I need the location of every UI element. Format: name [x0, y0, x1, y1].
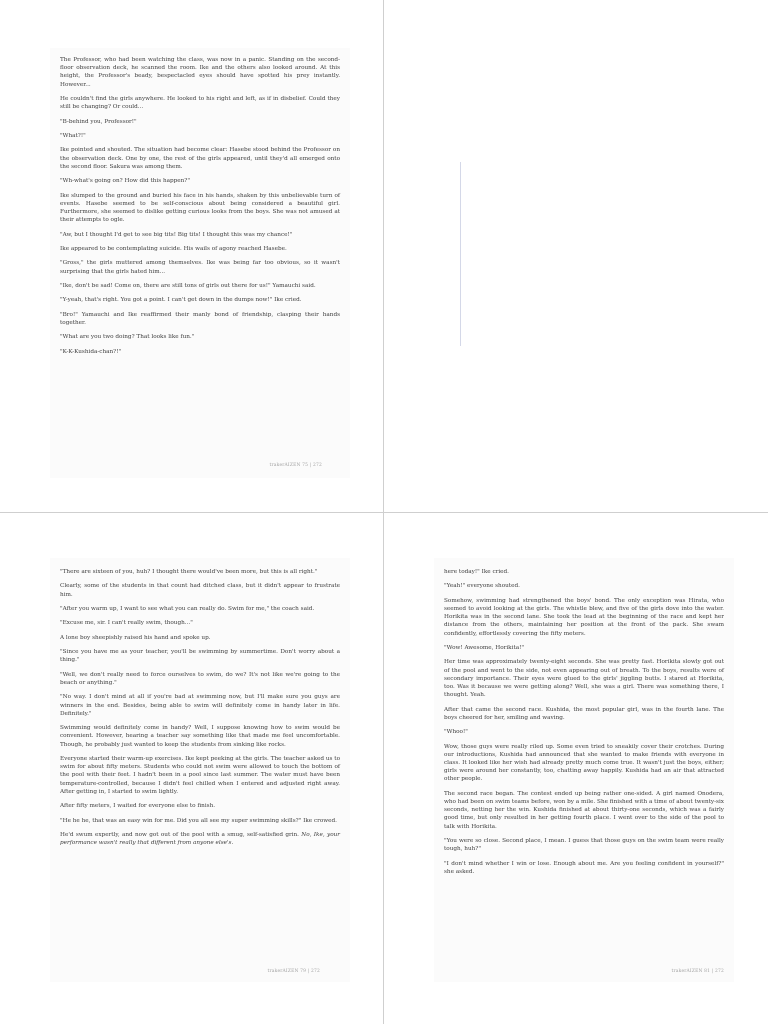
paragraph: "After you warm up, I want to see what you can really do. Swim for me," the coach said. [60, 605, 315, 612]
narration: He'd swum expertly, and now got out of the pool with a smug, self-satisfied grin. [60, 831, 299, 838]
page-body [60, 48, 340, 356]
paragraph: "Yeah!" everyone shouted. [444, 583, 520, 590]
paragraph: "What?!" [60, 132, 86, 139]
paragraph: He couldn't find the girls anywhere. He looked to his right and left, as if in disbelief. Could they still be changing? Or could... [60, 96, 340, 111]
page-divider-horizontal [0, 512, 768, 513]
page-bottom-left[interactable] [50, 558, 350, 982]
page-number: trakerAIZEN 79 | 272 [267, 969, 320, 974]
paragraph: Swimming would definitely come in handy? Well, I suppose knowing how to swim would be convenient. However, hearing a teacher say something like that made me feel uncomfortable. Though, he probably just wanted to keep the students from sinking like rocks. [60, 725, 340, 748]
paragraph: Wow, those guys were really riled up. Some even tried to sneakily cover their crotches. During our introductions, Kushida had announced that she wanted to make friends with everyone in class. It looked like her wish had already pretty much come true. It wasn't just the boys, either; girls were around her constantly, too, chatting away happily. Kushida had an air that attracted other people. [444, 743, 724, 783]
text-cursor-line [460, 162, 461, 346]
paragraph: Ike appeared to be contemplating suicide. His wails of agony reached Hasebe. [60, 245, 287, 252]
paragraph: "No way. I don't mind at all if you're bad at swimming now, but I'll make sure you guys are winners in the end. Besides, being able to swim will definitely come in handy later in life. Definitely." [60, 694, 340, 717]
paragraph: "Y-yeah, that's right. You got a point. I can't get down in the dumps now!" Ike cried. [60, 297, 302, 304]
paragraph: "You were so close. Second place, I mean. I guess that those guys on the swim team were really tough, huh?" [444, 837, 724, 853]
paragraph: "Wh-what's going on? How did this happen?" [60, 178, 190, 185]
paragraph: "Aw, but I thought I'd get to see big tits! Big tits! I thought this was my chance!" [60, 231, 293, 238]
paragraph: "Bro!" Yamauchi and Ike reaffirmed their manly bond of friendship, clasping their hands together. [60, 311, 340, 326]
paragraph: "B-behind you, Professor!" [60, 118, 137, 125]
inner-monologue: No, Ike, your performance wasn't really that different from anyone else's. [60, 831, 340, 847]
page-body [444, 558, 724, 876]
paragraph: Ike slumped to the ground and buried his face in his hands, shaken by this unbelievable turn of events. Hasebe seemed to be self-conscious about being considered a beautiful girl. Furthermore, she seemed to dislike getting curious looks from the boys. She was not amused at their attempts to ogle. [60, 192, 340, 224]
paragraph: "There are sixteen of you, huh? I thought there would've been more, but this is all right." [60, 569, 318, 575]
paragraph: The second race began. The contest ended up being rather one-sided. A girl named Onodera, who had been on swim teams before, won by a mile. She finished with a time of about twenty-six seconds, netting her the win. Kushida finished at about thirty-one seconds, which was a fairly good time, but only resulted in her getting fourth place. I went over to the side of the pool to talk with Horikita. [444, 790, 724, 830]
page-top-right-blank[interactable] [430, 150, 670, 350]
paragraph: After fifty meters, I waited for everyone else to finish. [60, 803, 216, 810]
paragraph: Her time was approximately twenty-eight seconds. She was pretty fast. Horikita slowly got out of the pool and went to the side, not even appearing out of breath. To the boys, results were of secondary importance. Their eyes were glued to the girls' jiggling butts. I stared at Horikita, too. Was it because we were getting along? Well, she was a girl. There was something there, I thought. Yeah. [444, 659, 724, 699]
paragraph: "I don't mind whether I win or lose. Enough about me. Are you feeling confident in yourself?" she asked. [444, 860, 724, 875]
paragraph: "Since you have me as your teacher, you'll be swimming by summertime. Don't worry about a thing." [60, 649, 340, 664]
paragraph: A lone boy sheepishly raised his hand and spoke up. [60, 634, 211, 641]
paragraph: "Whoo!" [444, 729, 468, 736]
paragraph: "He he he, that was an easy win for me. Did you all see my super swimming skills?" Ike crowed. [60, 817, 337, 824]
paragraph: Somehow, swimming had strengthened the boys' bond. The only exception was Hirata, who seemed to avoid looking at the girls. The whistle blew, and five of the girls dove into the water. Horikita was in the second lane. She took the lead at the beginning of the race and kept her distance from the others, maintaining her position at the front of the pack. She swam confidently, effortlessly covering the fifty meters. [444, 597, 724, 637]
paragraph: "Wow! Awesome, Horikita!" [444, 644, 525, 651]
paragraph: Everyone started their warm-up exercises. Ike kept peeking at the girls. The teacher asked us to swim for about fifty meters. Students who could not swim were allowed to touch the bottom of the pool with their feet. I hadn't been in a pool since last summer. The water must have been temperature-controlled, because I didn't feel chilled when I entered and adjusted right away. After getting in, I started to swim lightly. [60, 755, 340, 795]
paragraph: Ike pointed and shouted. The situation had become clear: Hasebe stood behind the Professor on the observation deck. One by one, the rest of the girls appeared, until they'd all emerged onto the second floor. Sakura was among them. [60, 147, 340, 170]
page-bottom-right[interactable] [434, 558, 734, 982]
paragraph: "K-K-Kushida-chan?!" [60, 348, 122, 355]
page-number: trakerAIZEN 75 | 272 [269, 463, 322, 468]
page-top-left[interactable] [50, 48, 350, 478]
paragraph: The Professor, who had been watching the class, was now in a panic. Standing on the second-floor observation deck, he scanned the room. Ike and the others also looked around. At this height, the Professor's beady, bespectacled eyes should have spotted his prey instantly. However... [60, 57, 340, 88]
paragraph: Clearly, some of the students in that count had ditched class, but it didn't appear to frustrate him. [60, 583, 340, 598]
paragraph: "Excuse me, sir. I can't really swim, though..." [60, 620, 193, 627]
paragraph: After that came the second race. Kushida, the most popular girl, was in the fourth lane. The boys cheered for her, smiling and waving. [444, 706, 724, 721]
page-number: trakerAIZEN 81 | 272 [671, 969, 724, 974]
paragraph: "Ike, don't be sad! Come on, there are still tons of girls out there for us!" Yamauchi said. [60, 282, 316, 289]
paragraph: here today!" Ike cried. [444, 569, 509, 575]
paragraph: "What are you two doing? That looks like fun." [60, 334, 195, 341]
page-body [60, 558, 340, 847]
paragraph [60, 831, 340, 847]
paragraph: "Gross," the girls muttered among themselves. Ike was being far too obvious, so it wasn't surprising that the girls hated him... [60, 260, 340, 275]
paragraph: "Well, we don't really need to force ourselves to swim, do we? It's not like we're going to the beach or anything." [60, 671, 340, 686]
